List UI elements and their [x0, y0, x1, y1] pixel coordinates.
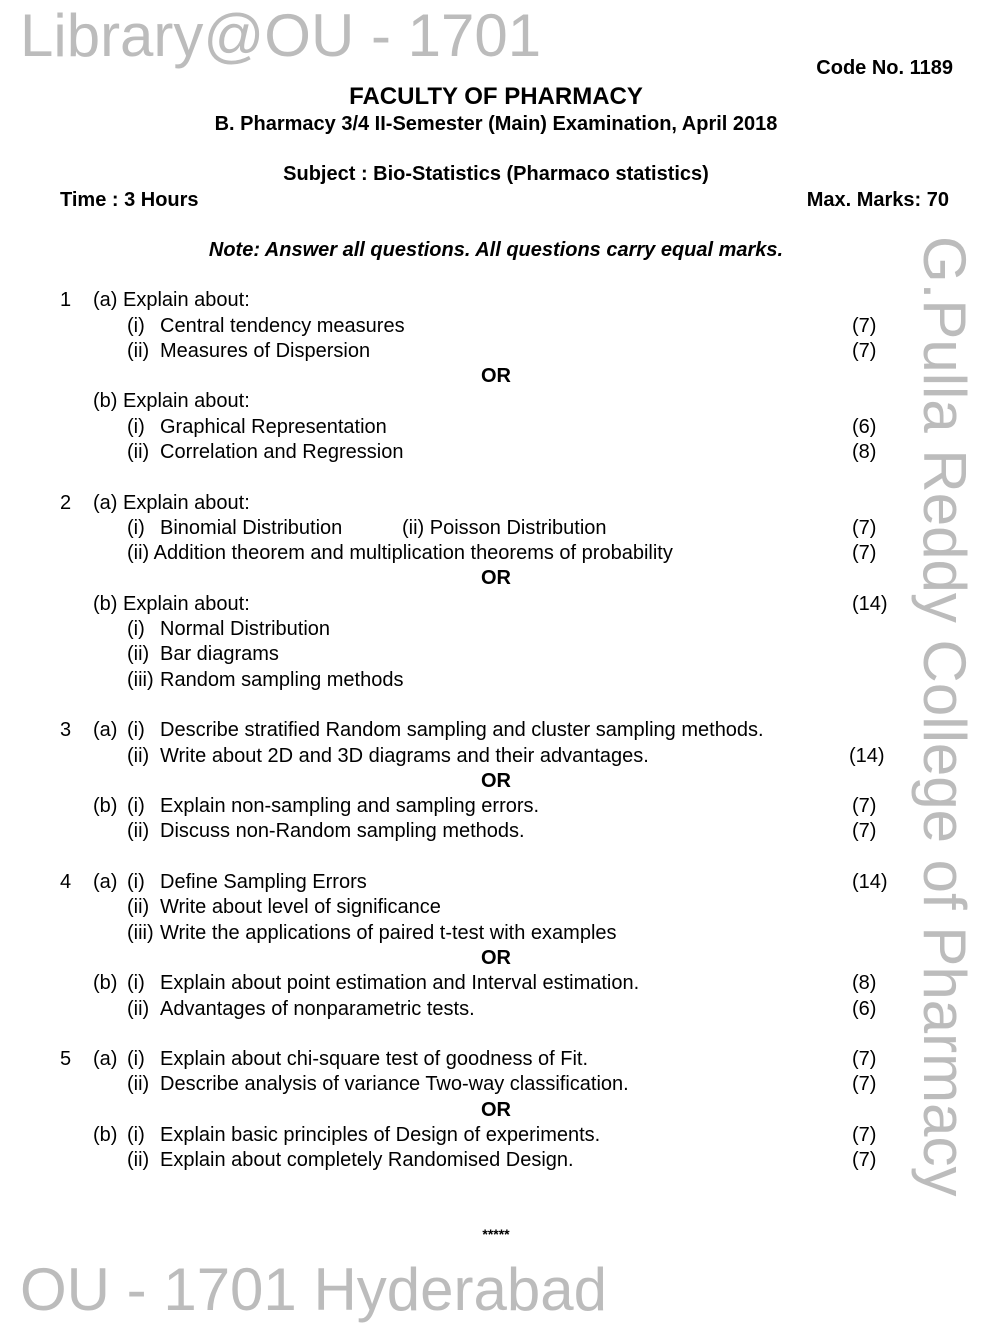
text-line: [0, 744, 992, 768]
question-text: (i): [127, 1048, 145, 1070]
question-text: (ii): [127, 441, 150, 463]
question-text: (7): [852, 820, 877, 842]
text-line: [0, 997, 992, 1021]
question-text: Explain about chi-square test of goodness of Fit.: [160, 1048, 589, 1070]
question-text: (8): [852, 972, 877, 994]
text-line: [0, 1098, 992, 1122]
text-line: [0, 364, 992, 388]
question-text: (ii): [127, 745, 150, 767]
question-text: (14): [849, 745, 885, 767]
text-line: [0, 1148, 992, 1172]
text-line: [0, 1123, 992, 1147]
question-text: (14): [852, 871, 888, 893]
subject: Subject : Bio-Statistics (Pharmaco statistics): [283, 163, 709, 185]
question-text: (a): [93, 1048, 118, 1070]
text-line: [0, 566, 992, 590]
question-4: [0, 870, 992, 894]
question-text: Discuss non-Random sampling methods.: [160, 820, 525, 842]
question-text: (7): [852, 340, 877, 362]
question-text: 3: [60, 719, 72, 741]
question-text: Explain basic principles of Design of experiments.: [160, 1124, 601, 1146]
question-text: Explain about point estimation and Interval estimation.: [160, 972, 640, 994]
note-row: [0, 238, 992, 262]
question-text: Write the applications of paired t-test with examples: [160, 922, 617, 944]
question-text: Correlation and Regression: [160, 441, 404, 463]
question-text: (i): [127, 1124, 145, 1146]
subject-row: [0, 162, 992, 186]
question-text: (ii): [127, 340, 150, 362]
or-divider: OR: [481, 365, 511, 387]
question-text: (i): [127, 719, 145, 741]
text-line: [0, 642, 992, 666]
question-text: Describe stratified Random sampling and cluster sampling methods.: [160, 719, 764, 741]
question-3: [0, 718, 992, 742]
question-text: (ii): [127, 1073, 150, 1095]
text-line: [0, 415, 992, 439]
question-text: (iii): [127, 669, 154, 691]
question-text: (8): [852, 441, 877, 463]
question-text: Explain about completely Randomised Design.: [160, 1149, 574, 1171]
question-text: (ii): [127, 998, 150, 1020]
question-text: (ii) Addition theorem and multiplication theorems of probability: [127, 542, 673, 564]
question-text: (b): [93, 1124, 118, 1146]
watermark-college: G.Pulla Reddy College of Pharmacy: [911, 236, 978, 1197]
question-text: Write about 2D and 3D diagrams and their advantages.: [160, 745, 649, 767]
text-line: [0, 895, 992, 919]
question-text: (ii) Poisson Distribution: [402, 517, 607, 539]
question-text: (i): [127, 972, 145, 994]
question-text: (i): [127, 315, 145, 337]
question-text: (7): [852, 1124, 877, 1146]
exam-title: B. Pharmacy 3/4 II-Semester (Main) Examination, April 2018: [214, 113, 778, 135]
question-5: [0, 1047, 992, 1071]
question-text: (a) Explain about:: [93, 289, 250, 311]
or-divider: OR: [481, 567, 511, 589]
question-text: Write about level of significance: [160, 896, 441, 918]
text-line: [0, 668, 992, 692]
text-line: [0, 592, 992, 616]
question-text: Define Sampling Errors: [160, 871, 367, 893]
time-marks-row: [0, 188, 992, 212]
watermark-library: Library@OU - 1701: [20, 2, 542, 69]
question-1: [0, 288, 992, 312]
end-marker: *****: [482, 1226, 510, 1242]
question-text: (7): [852, 795, 877, 817]
question-text: (7): [852, 1149, 877, 1171]
question-text: (i): [127, 871, 145, 893]
text-line: [0, 617, 992, 641]
question-text: (i): [127, 416, 145, 438]
time: Time : 3 Hours: [60, 189, 199, 211]
text-line: [0, 769, 992, 793]
question-text: (i): [127, 517, 145, 539]
question-text: (7): [852, 1048, 877, 1070]
question-text: (b) Explain about:: [93, 390, 250, 412]
text-line: [0, 819, 992, 843]
note: Note: Answer all questions. All questions carry equal marks.: [208, 239, 784, 261]
question-text: 2: [60, 492, 72, 514]
text-line: [0, 440, 992, 464]
question-text: (7): [852, 315, 877, 337]
question-text: (ii): [127, 820, 150, 842]
question-text: (6): [852, 998, 877, 1020]
question-text: Random sampling methods: [160, 669, 404, 691]
or-divider: OR: [481, 947, 511, 969]
question-text: (i): [127, 618, 145, 640]
watermark-hyderabad: OU - 1701 Hyderabad: [20, 1256, 607, 1323]
text-line: [0, 516, 992, 540]
text-line: [0, 794, 992, 818]
question-text: Explain non-sampling and sampling errors.: [160, 795, 540, 817]
question-text: (ii): [127, 896, 150, 918]
question-text: Describe analysis of variance Two-way classification.: [160, 1073, 629, 1095]
question-text: (a): [93, 719, 118, 741]
or-divider: OR: [481, 770, 511, 792]
question-text: Graphical Representation: [160, 416, 387, 438]
question-text: (b): [93, 972, 118, 994]
or-divider: OR: [481, 1099, 511, 1121]
end-row: [0, 1222, 992, 1246]
question-text: Bar diagrams: [160, 643, 279, 665]
text-line: [0, 541, 992, 565]
question-text: (6): [852, 416, 877, 438]
question-text: (7): [852, 517, 877, 539]
question-text: Measures of Dispersion: [160, 340, 371, 362]
question-text: (b): [93, 795, 118, 817]
question-text: (ii): [127, 1149, 150, 1171]
question-text: (7): [852, 1073, 877, 1095]
question-text: (a) Explain about:: [93, 492, 250, 514]
question-text: 4: [60, 871, 72, 893]
text-line: [0, 971, 992, 995]
question-text: 5: [60, 1048, 72, 1070]
question-text: 1: [60, 289, 72, 311]
question-text: (ii): [127, 643, 150, 665]
question-2: [0, 491, 992, 515]
text-line: [0, 1072, 992, 1096]
exam-row: [0, 112, 992, 136]
text-line: [0, 946, 992, 970]
question-text: (7): [852, 542, 877, 564]
question-text: (a): [93, 871, 118, 893]
question-text: Advantages of nonparametric tests.: [160, 998, 475, 1020]
question-text: (i): [127, 795, 145, 817]
question-text: Central tendency measures: [160, 315, 405, 337]
text-line: [0, 339, 992, 363]
text-line: [0, 921, 992, 945]
text-line: [0, 314, 992, 338]
question-text: (b) Explain about:: [93, 593, 250, 615]
question-text: (14): [852, 593, 888, 615]
text-line: [0, 389, 992, 413]
faculty-title: FACULTY OF PHARMACY: [349, 83, 643, 110]
question-text: (iii): [127, 922, 154, 944]
question-text: Binomial Distribution: [160, 517, 343, 539]
code-number-text: Code No. 1189: [816, 57, 953, 79]
faculty-row: [0, 82, 992, 112]
question-text: Normal Distribution: [160, 618, 331, 640]
max-marks: Max. Marks: 70: [806, 189, 949, 211]
